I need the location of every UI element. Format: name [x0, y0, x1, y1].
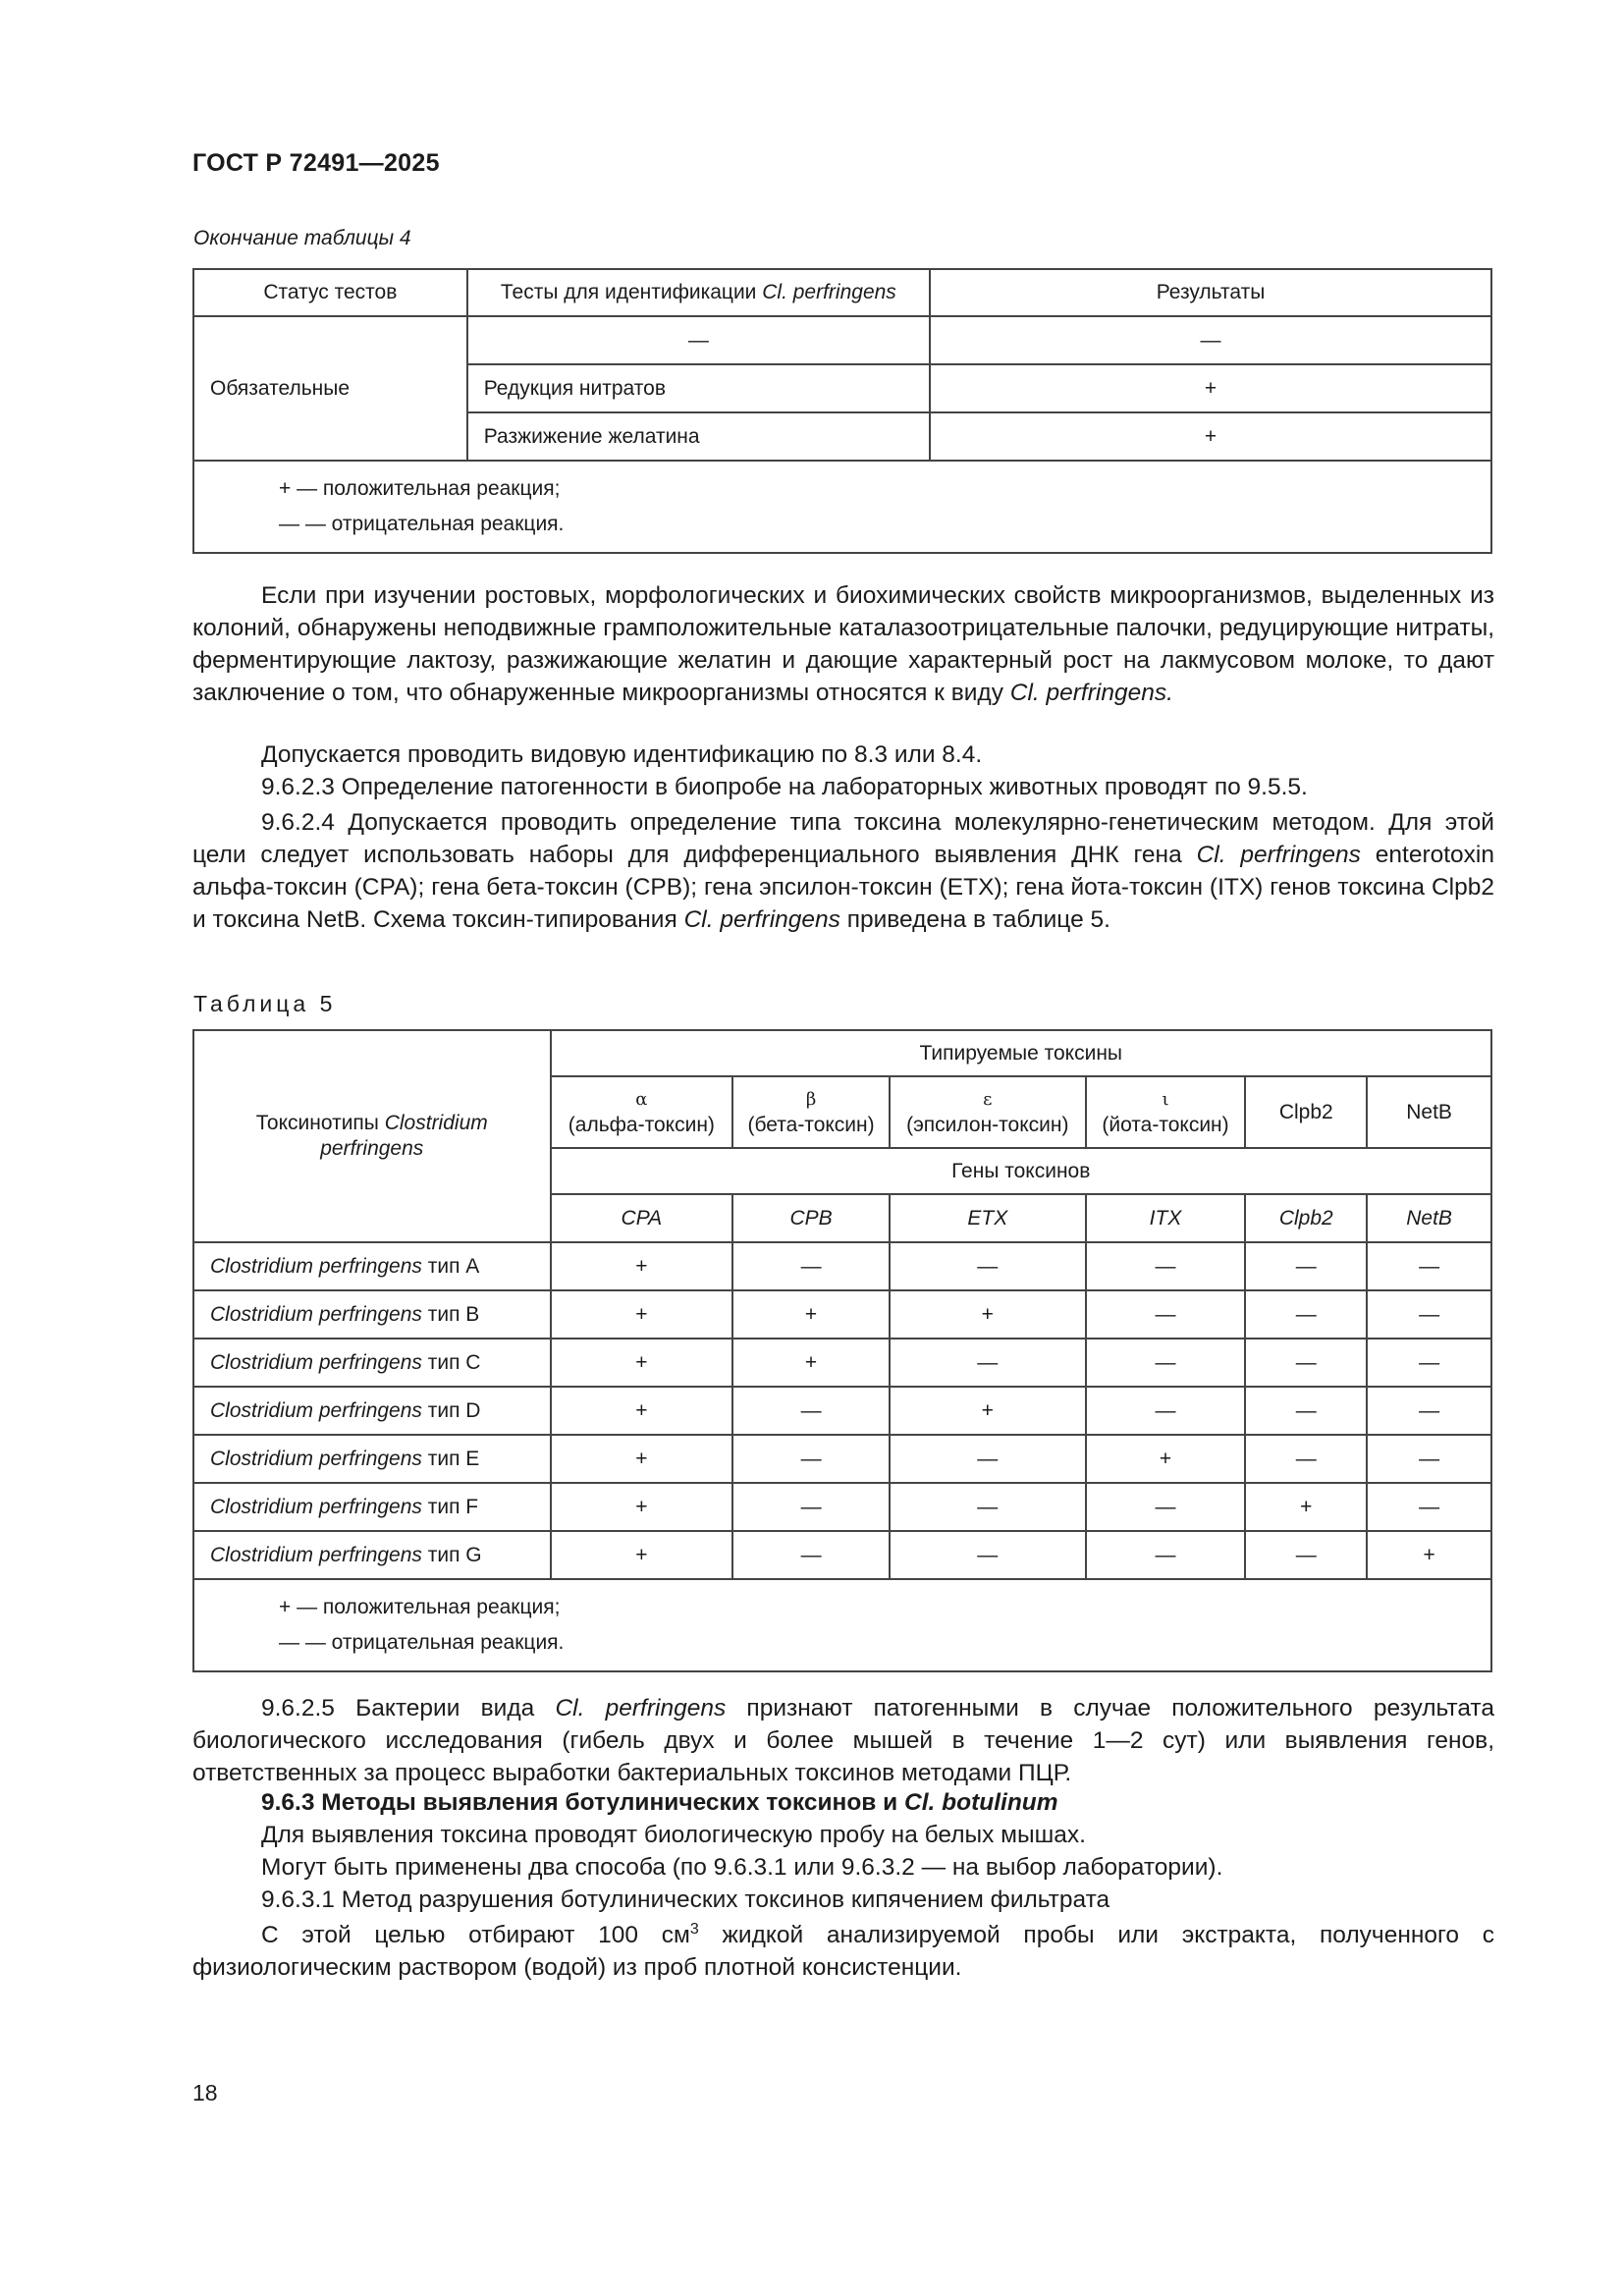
value-cell: — [1245, 1290, 1367, 1339]
gene-header: NetB [1367, 1194, 1491, 1242]
value-cell: — [890, 1242, 1086, 1290]
table-row [193, 1435, 1491, 1483]
value-cell: + [732, 1339, 890, 1387]
toxin-epsilon-header: ε (эпсилон-токсин) [890, 1076, 1086, 1148]
table4-test-cell: Редукция нитратов [467, 364, 930, 412]
table-row [193, 1339, 1491, 1387]
table5-notes [193, 1579, 1491, 1671]
table-4 [192, 268, 1492, 554]
value-cell: — [1245, 1531, 1367, 1579]
value-cell: — [1086, 1290, 1246, 1339]
page-number: 18 [192, 2080, 218, 2105]
paragraph-9631: 9.6.3.1 Метод разрушения ботулинических токсинов кипячением фильтрата [261, 1886, 1110, 1913]
value-cell: — [732, 1242, 890, 1290]
table4-test-cell: — [467, 316, 930, 364]
value-cell: — [1245, 1387, 1367, 1435]
toxin-beta-header: β (бета-токсин) [732, 1076, 890, 1148]
value-cell: — [1367, 1483, 1491, 1531]
value-cell: + [1367, 1531, 1491, 1579]
value-cell: — [1086, 1483, 1246, 1531]
value-cell: + [551, 1387, 733, 1435]
value-cell: — [732, 1387, 890, 1435]
value-cell: — [732, 1531, 890, 1579]
toxinotype-cell: Clostridium perfringens тип D [193, 1387, 551, 1435]
value-cell: + [551, 1483, 733, 1531]
value-cell: — [1245, 1242, 1367, 1290]
value-cell: — [1086, 1531, 1246, 1579]
value-cell: — [1367, 1242, 1491, 1290]
value-cell: — [1367, 1339, 1491, 1387]
value-cell: + [1245, 1483, 1367, 1531]
table4-header-tests: Тесты для идентификации Cl. perfringens [467, 269, 930, 316]
value-cell: — [1086, 1387, 1246, 1435]
value-cell: — [1367, 1387, 1491, 1435]
value-cell: — [890, 1531, 1086, 1579]
gene-header: ETX [890, 1194, 1086, 1242]
toxin-clpb2-header: Clpb2 [1245, 1076, 1367, 1148]
value-cell: + [1086, 1435, 1246, 1483]
table-5 [192, 1029, 1492, 1672]
toxinotype-cell: Clostridium perfringens тип G [193, 1531, 551, 1579]
paragraph-species-identification: Допускается проводить видовую идентификацию по 8.3 или 8.4. [261, 741, 983, 768]
toxinotype-cell: Clostridium perfringens тип A [193, 1242, 551, 1290]
table-row [193, 1531, 1491, 1579]
table5-header-typed-toxins: Типируемые токсины [551, 1030, 1492, 1076]
toxinotype-cell: Clostridium perfringens тип E [193, 1435, 551, 1483]
table-row [193, 1387, 1491, 1435]
value-cell: — [1245, 1339, 1367, 1387]
value-cell: — [890, 1435, 1086, 1483]
table5-label: Таблица 5 [193, 991, 337, 1016]
table-row [193, 1483, 1491, 1531]
value-cell: + [890, 1290, 1086, 1339]
toxin-iota-header: ι (йота-токсин) [1086, 1076, 1246, 1148]
heading-963: 9.6.3 Методы выявления ботулинических токсинов и Cl. botulinum [261, 1789, 1058, 1816]
value-cell: — [1367, 1435, 1491, 1483]
table4-result-cell: — [930, 316, 1491, 364]
note-negative: — — отрицательная реакция. [279, 1631, 565, 1654]
toxin-alpha-header: α (альфа-токсин) [551, 1076, 733, 1148]
table-row [193, 1242, 1491, 1290]
value-cell: + [551, 1531, 733, 1579]
table5-header-toxin-genes: Гены токсинов [551, 1148, 1492, 1194]
gene-header: CPB [732, 1194, 890, 1242]
table4-notes [193, 461, 1491, 553]
table4-header-status: Статус тестов [193, 269, 467, 316]
toxinotype-cell: Clostridium perfringens тип C [193, 1339, 551, 1387]
gene-header: ITX [1086, 1194, 1246, 1242]
toxinotype-cell: Clostridium perfringens тип B [193, 1290, 551, 1339]
note-negative: — — отрицательная реакция. [279, 513, 565, 535]
table4-status-cell: Обязательные [193, 316, 467, 461]
value-cell: + [551, 1290, 733, 1339]
value-cell: — [1367, 1290, 1491, 1339]
paragraph-sample: С этой целью отбирают 100 $см^3$ жидкой анализируемой пробы или экстракта, полученного с физиологическим раствором (водой) из проб плотной консистенции. [192, 1920, 1495, 1981]
value-cell: + [551, 1435, 733, 1483]
table-row [193, 1290, 1491, 1339]
table4-result-cell: + [930, 412, 1491, 461]
value-cell: + [551, 1339, 733, 1387]
table4-caption: Окончание таблицы 4 [193, 227, 411, 249]
toxinotype-cell: Clostridium perfringens тип F [193, 1483, 551, 1531]
paragraph-two-methods: Могут быть применены два способа (по 9.6.3.1 или 9.6.3.2 — на выбор лаборатории). [261, 1854, 1223, 1881]
note-positive: + — положительная реакция; [279, 477, 561, 500]
document-header: ГОСТ Р 72491—2025 [192, 149, 440, 177]
paragraph-9623: 9.6.2.3 Определение патогенности в биопробе на лабораторных животных проводят по 9.5.5. [261, 774, 1308, 800]
note-positive: + — положительная реакция; [279, 1596, 561, 1618]
value-cell: — [732, 1435, 890, 1483]
table4-header-results: Результаты [930, 269, 1491, 316]
paragraph-identification: Если при изучении ростовых, морфологических и биохимических свойств микроорганизмов, выделенных из колоний, обнаружены неподвижные грамположительные каталазоотрицательные палочки, редуцирующие нитраты, ферментирующие лактозу, разжижающие желатин и дающие характерный рост на лакмусовом молоке, то дают заключение о том, что обнаруженные микроорганизмы относятся к виду Cl. perfringens. [192, 582, 1494, 706]
table4-test-cell: Разжижение желатина [467, 412, 930, 461]
value-cell: — [732, 1483, 890, 1531]
value-cell: — [1245, 1435, 1367, 1483]
gene-header: CPA [551, 1194, 733, 1242]
value-cell: + [890, 1387, 1086, 1435]
value-cell: — [1086, 1339, 1246, 1387]
value-cell: — [890, 1483, 1086, 1531]
paragraph-bioassay: Для выявления токсина проводят биологическую пробу на белых мышах. [261, 1822, 1086, 1848]
toxin-netb-header: NetB [1367, 1076, 1491, 1148]
value-cell: — [1086, 1242, 1246, 1290]
value-cell: + [732, 1290, 890, 1339]
value-cell: — [890, 1339, 1086, 1387]
value-cell: + [551, 1242, 733, 1290]
paragraph-9624: 9.6.2.4 Допускается проводить определение типа токсина молекулярно-генетическим методом. Для этой цели следует использовать наборы для дифференциального выявления ДНК гена Cl. perfringens enterotoxin альфа-токсин (CPA); гена бета-токсин (CPB); гена эпсилон-токсин (ETX); гена йота-токсин (ITX) генов токсина Clpb2 и токсина NetB. Схема токсин-типирования Cl. perfringens приведена в таблице 5. [192, 809, 1495, 933]
table5-header-toxinotypes: Токсинотипы Clostridium perfringens [193, 1030, 551, 1242]
gene-header: Clpb2 [1245, 1194, 1367, 1242]
table4-result-cell: + [930, 364, 1491, 412]
paragraph-9625: 9.6.2.5 Бактерии вида Cl. perfringens признают патогенными в случае положительного результата биологического исследования (гибель двух и более мышей в течение 1—2 сут) или выявления генов, ответственных за процесс выработки бактериальных токсинов методами ПЦР. [192, 1695, 1494, 1786]
